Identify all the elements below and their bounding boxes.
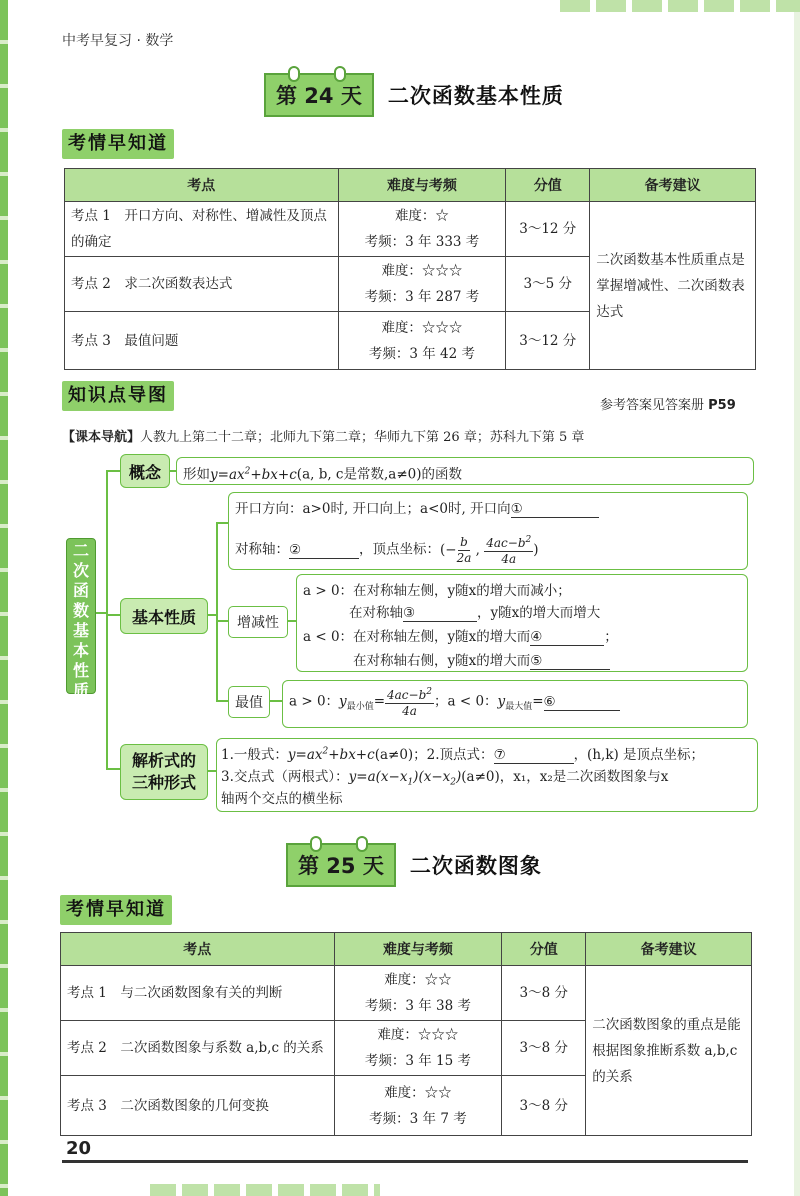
header-point: 考点 bbox=[61, 933, 335, 966]
cell-difficulty bbox=[338, 257, 506, 312]
right-edge-stripe bbox=[794, 0, 800, 1196]
forms-line-1: 1.一般式：$y=ax^2+bx+c(a\ne 0)$；2.顶点式：⑦ ，(h,k) 是顶点坐标； bbox=[221, 746, 705, 763]
calendar-ring-icon bbox=[310, 836, 322, 852]
ext-min-sub: 最小值 bbox=[346, 702, 374, 713]
monotonic-label: 增减性 bbox=[228, 606, 288, 638]
freq-text: 考频：3 年 333 考 bbox=[364, 234, 480, 250]
cell-difficulty bbox=[338, 312, 506, 370]
vertex-formula: (− $\frac{b}{2a}$ , $\frac{4ac-b^2}{4a}$ ) bbox=[440, 534, 539, 566]
freq-text: 考频：3 年 287 考 bbox=[364, 289, 480, 305]
blank-4-number: ④ bbox=[530, 629, 543, 645]
textbook-nav bbox=[62, 426, 584, 445]
calendar-ring-icon bbox=[288, 66, 300, 82]
blank-6[interactable] bbox=[544, 694, 620, 711]
connector-line bbox=[216, 620, 228, 622]
day25-topic: 二次函数图象 bbox=[409, 854, 542, 878]
cell-score: 3～12 分 bbox=[506, 202, 590, 257]
cell-difficulty bbox=[338, 202, 506, 257]
mono2-pre: 在对称轴 bbox=[349, 605, 403, 621]
cell-point: 考点 2 二次函数图象与系数 a,b,c 的关系 bbox=[61, 1021, 335, 1076]
day25-title bbox=[286, 842, 542, 888]
freq-text: 考频：3 年 15 考 bbox=[364, 1053, 472, 1069]
connector-line bbox=[216, 522, 228, 524]
blank-1[interactable] bbox=[511, 501, 599, 518]
extreme-line: a > 0：$y_{最小值}=$ $\frac{4ac-b^2}{4a}$ ；a < 0：$y_{最大值}=⑥$ bbox=[289, 685, 620, 719]
blank-6-number: ⑥ bbox=[543, 693, 556, 710]
ext-mid: ；a < 0： bbox=[434, 693, 498, 710]
calendar-ring-icon bbox=[334, 66, 346, 82]
open-text: 开口方向：a>0时, 开口向上；a<0时, 开口向 bbox=[235, 501, 511, 517]
difficulty-text: 难度：☆☆ bbox=[384, 972, 452, 988]
concept-label: 概念 bbox=[120, 454, 170, 488]
forms-box bbox=[216, 738, 758, 812]
extreme-box bbox=[282, 680, 748, 728]
difficulty-text: 难度：☆☆☆ bbox=[377, 1027, 459, 1043]
connector-line bbox=[216, 522, 218, 702]
cell-difficulty bbox=[334, 966, 502, 1021]
header-advice: 备考建议 bbox=[590, 169, 756, 202]
cell-point: 考点 3 最值问题 bbox=[65, 312, 339, 370]
header-difficulty: 难度与考频 bbox=[334, 933, 502, 966]
blank-1-number: ① bbox=[510, 501, 523, 517]
blank-3-number: ③ bbox=[403, 605, 416, 621]
connector-line bbox=[106, 614, 120, 616]
open-axis-box bbox=[228, 492, 748, 570]
connector-line bbox=[216, 700, 228, 702]
calendar-ring-icon bbox=[356, 836, 368, 852]
blank-3[interactable] bbox=[403, 605, 477, 622]
bottom-edge-stripe bbox=[150, 1184, 380, 1196]
forms-intercept: 3.交点式（两根式）： bbox=[221, 769, 349, 785]
blank-4[interactable] bbox=[530, 629, 604, 646]
table-header-row bbox=[61, 933, 752, 966]
axis-text: 对称轴： bbox=[235, 541, 289, 558]
connector-line bbox=[106, 470, 120, 472]
cell-advice: 二次函数基本性质重点是掌握增减性、二次函数表达式 bbox=[590, 202, 756, 370]
forms-label bbox=[120, 744, 208, 800]
blank-2[interactable] bbox=[289, 542, 359, 559]
connector-line bbox=[106, 768, 120, 770]
mono-line-1: a > 0：在对称轴左侧，y随x的增大而减小； bbox=[303, 583, 571, 599]
table-row bbox=[65, 202, 756, 257]
header-advice: 备考建议 bbox=[586, 933, 752, 966]
mono4-pre: 在对称轴右侧，y随x的增大而 bbox=[353, 653, 531, 669]
difficulty-text: 难度：☆☆☆ bbox=[381, 263, 463, 279]
footer-rule bbox=[62, 1160, 748, 1163]
general-formula: $y=ax^2+bx+c$ bbox=[287, 746, 375, 763]
axis-line bbox=[235, 533, 539, 567]
cell-point: 考点 1 与二次函数图象有关的判断 bbox=[61, 966, 335, 1021]
section-exam-24: 考情早知道 bbox=[62, 129, 174, 159]
ext-pre: a > 0： bbox=[289, 693, 340, 710]
difficulty-text: 难度：☆☆☆ bbox=[381, 319, 463, 336]
page-number: 20 bbox=[66, 1138, 92, 1159]
concept-box bbox=[176, 457, 754, 485]
left-edge-stripe bbox=[0, 0, 8, 1196]
mono2-post: ，y随x的增大而增大 bbox=[477, 605, 601, 621]
freq-text: 考频：3 年 38 考 bbox=[364, 998, 472, 1014]
cell-difficulty bbox=[334, 1021, 502, 1076]
vertex-text: ，顶点坐标： bbox=[359, 541, 440, 558]
nav-text: 人教九上第二十二章；北师九下第二章；华师九下第 26 章；苏科九下第 5 章 bbox=[140, 430, 585, 445]
basic-label: 基本性质 bbox=[120, 598, 208, 634]
header-score: 分值 bbox=[506, 169, 590, 202]
extreme-label: 最值 bbox=[228, 686, 270, 718]
section-exam-25: 考情早知道 bbox=[60, 895, 172, 925]
header-difficulty: 难度与考频 bbox=[338, 169, 506, 202]
blank-5-number: ⑤ bbox=[530, 653, 543, 669]
concept-post: (a, b, c是常数,a≠0)的函数 bbox=[296, 466, 462, 483]
section-map: 知识点导图 bbox=[62, 381, 174, 411]
cell-point: 考点 3 二次函数图象的几何变换 bbox=[61, 1076, 335, 1136]
exam-table-24 bbox=[64, 168, 756, 370]
difficulty-text: 难度：☆ bbox=[394, 208, 449, 224]
table-row bbox=[61, 966, 752, 1021]
day24-badge bbox=[264, 73, 374, 117]
freq-text: 考频：3 年 42 考 bbox=[368, 345, 476, 362]
cell-point: 考点 2 求二次函数表达式 bbox=[65, 257, 339, 312]
open-direction-line bbox=[235, 497, 599, 518]
day24-title bbox=[264, 72, 564, 118]
connector-line bbox=[268, 700, 282, 702]
cell-score: 3～5 分 bbox=[506, 257, 590, 312]
forms-line-2: 3.交点式（两根式）：$y=a(x-x_1)(x-x_2)(a\ne 0)$，x₁，x₂是二次函数图象与x bbox=[221, 769, 669, 788]
table-header-row bbox=[65, 169, 756, 202]
header-point: 考点 bbox=[65, 169, 339, 202]
day24-topic: 二次函数基本性质 bbox=[387, 84, 564, 108]
forms-label-line-1: 解析式的 bbox=[131, 751, 196, 770]
cell-score: 3～8 分 bbox=[502, 1021, 586, 1076]
blank-2-number: ② bbox=[289, 541, 302, 558]
difficulty-text: 难度：☆☆ bbox=[384, 1084, 452, 1101]
blank-5[interactable] bbox=[530, 653, 610, 670]
day24-number: 第 24 天 bbox=[276, 84, 362, 108]
forms-general: 1.一般式： bbox=[221, 747, 288, 763]
running-head: 中考早复习 · 数学 bbox=[62, 33, 174, 49]
mono-line-3 bbox=[303, 625, 618, 646]
day25-badge bbox=[286, 843, 396, 887]
forms-intercept-post: ，x₁，x₂是二次函数图象与x bbox=[499, 769, 669, 785]
forms-line-3: 轴两个交点的横坐标 bbox=[221, 791, 343, 807]
mindmap-root: 二次函数基本性质 bbox=[66, 538, 96, 694]
cell-score: 3～8 分 bbox=[502, 1076, 586, 1136]
connector-line bbox=[106, 470, 108, 770]
day25-number: 第 25 天 bbox=[298, 854, 384, 878]
answer-reference bbox=[600, 394, 736, 413]
forms-vertex-note: ，(h,k) 是顶点坐标； bbox=[573, 747, 705, 763]
forms-vertex: 2.顶点式： bbox=[426, 747, 494, 763]
cell-score: 3～12 分 bbox=[506, 312, 590, 370]
ext-max-sub: 最大值 bbox=[505, 702, 533, 713]
blank-7[interactable] bbox=[494, 747, 574, 764]
ref-note-text: 参考答案见答案册 bbox=[600, 398, 705, 413]
monotonic-box bbox=[296, 574, 748, 672]
concept-formula: $y=ax^2+bx+c$ bbox=[210, 466, 297, 483]
mono3-pre: a < 0：在对称轴左侧，y随x的增大而 bbox=[303, 629, 531, 645]
top-edge-stripe bbox=[560, 0, 800, 12]
nav-tag: 【课本导航】 bbox=[62, 430, 141, 445]
mono3-post: ； bbox=[604, 629, 618, 645]
cell-point: 考点 1 开口方向、对称性、增减性及顶点的确定 bbox=[65, 202, 339, 257]
blank-7-number: ⑦ bbox=[493, 747, 506, 763]
ref-page: P59 bbox=[708, 398, 736, 413]
cell-advice: 二次函数图象的重点是能根据图象推断系数 a,b,c 的关系 bbox=[586, 966, 752, 1136]
freq-text: 考频：3 年 7 考 bbox=[369, 1110, 467, 1127]
cell-difficulty bbox=[334, 1076, 502, 1136]
mono-line-4 bbox=[353, 649, 610, 670]
forms-label-line-2: 三种形式 bbox=[131, 773, 196, 792]
mono-line-2 bbox=[349, 601, 600, 622]
intercept-formula: $y=a(x-x_1)(x-x_2)$ bbox=[348, 769, 462, 788]
cell-score: 3～8 分 bbox=[502, 966, 586, 1021]
header-score: 分值 bbox=[502, 933, 586, 966]
concept-pre: 形如 bbox=[183, 466, 210, 483]
exam-table-25 bbox=[60, 932, 752, 1136]
